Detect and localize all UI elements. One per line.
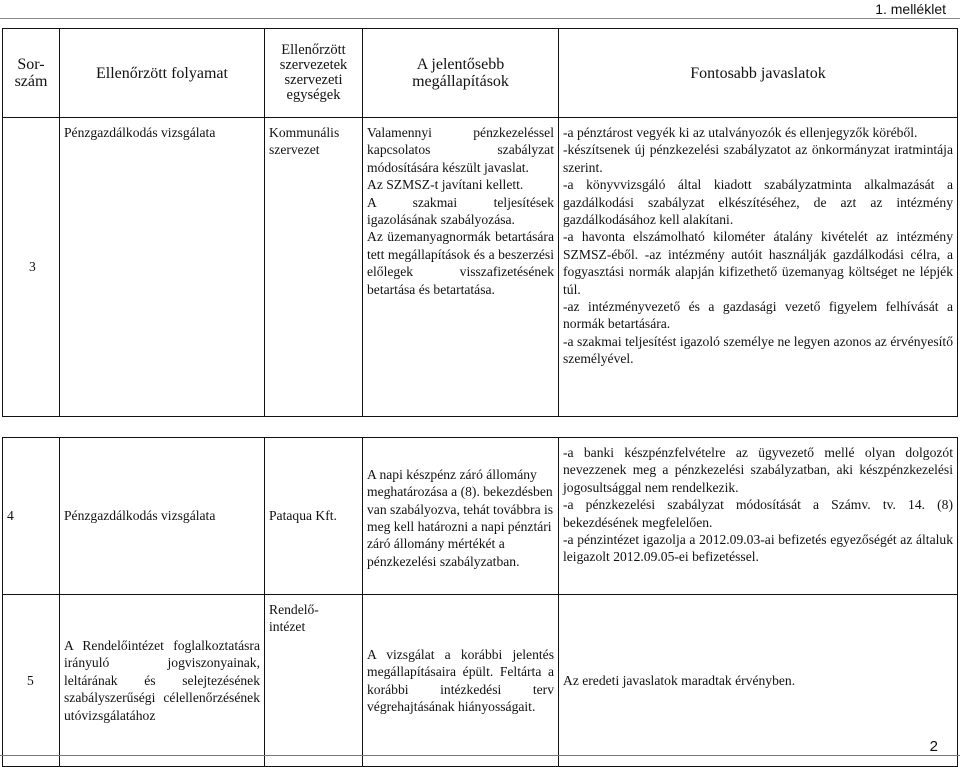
table-row <box>3 118 958 417</box>
page-number: 2 <box>929 738 938 755</box>
row-number: 3 <box>3 118 60 417</box>
finding-text: Az SZMSZ-t javítani kellett. <box>367 177 524 193</box>
proposal-text: -az intézményvezető és a gazdasági vezető figyelem felhívását a normák betartására. <box>563 299 953 332</box>
row-gap <box>3 417 958 438</box>
header-row <box>3 29 958 118</box>
org-cell: Pataqua Kft. <box>265 438 363 595</box>
proposal-text: Az eredeti javaslatok maradtak érvényben. <box>563 672 796 688</box>
process-cell: A Rendelőintézet foglalkoztatásra irányuló jogviszonyainak, leltárának és selejtezésének szabályszerűségi célellenőrzésének utóvizsgálatához <box>60 595 265 767</box>
proposal-text: -készítsenek új pénzkezelési szabályzatot az önkormányzat iratmintája szerint. <box>563 142 953 175</box>
proposal-text: -a szakmai teljesítést igazoló személye ne legyen azonos az érvényesítő személyével. <box>563 333 953 367</box>
header-findings: A jelentősebb megállapítások <box>363 29 559 118</box>
proposal-text: -a pénzintézet igazolja a 2012.09.03-ai befizetés egyezőségét az általuk leigazolt 2012.09.05-ei befizetéssel. <box>563 532 953 565</box>
proposals-cell <box>559 595 958 767</box>
table-row <box>3 438 958 595</box>
proposal-text: -a banki készpénzfelvételre az ügyvezető mellé olyan dolgozót nevezzenek meg a pénzkezelési szabályzatban, aki készpénzkezelési jogosultsággal nem rendelkezik. <box>563 445 953 495</box>
findings-cell <box>363 438 559 595</box>
finding-text: A napi készpénz záró állomány meghatározása a (8). bekezdésben van szabályozva, tehát továbbra is meg kell határozni a napi pénztári záró állomány mértékét a pénzkezelési szabályzatban. <box>367 466 554 569</box>
process-cell: Pénzgazdálkodás vizsgálata <box>60 438 265 595</box>
process-cell: Pénzgazdálkodás vizsgálata <box>60 118 265 417</box>
proposal-text: -a könyvvizsgáló által kiadott szabályzatminta alkalmazását a gazdálkodási szabályzat elkészítéséhez, de azt az intézmény gazdálkodásához kell alakítani. <box>563 177 953 228</box>
header-org: Ellenőrzött szervezetek szervezeti egységek <box>265 29 363 118</box>
proposal-text: -a havonta elszámolható kilométer átalány kivételét az intézmény SZMSZ-éből. -az intézmény autóit használják gazdálkodási célra, a fogyasztási normák alapján kifizethető üzemanyag költséget ne lépjék túl. <box>563 229 953 297</box>
header-process: Ellenőrzött folyamat <box>60 29 265 118</box>
org-cell: Kommunális szervezet <box>265 118 363 417</box>
proposal-text: -a pénztárost vegyék ki az utalványozók és ellenjegyzők köréből. <box>563 125 918 140</box>
gap-cell <box>3 417 958 438</box>
header-seq: Sor- szám <box>3 29 60 118</box>
finding-text: Valamennyi pénzkezeléssel kapcsolatos szabályzat módosítására készült javaslat. <box>367 125 554 175</box>
proposals-cell <box>559 118 958 417</box>
findings-cell <box>363 595 559 767</box>
proposal-text: -a pénzkezelési szabályzat módosítását a Számv. tv. 14. (8) bekezdésének megfelelően. <box>563 497 953 530</box>
row-number: 4 <box>3 438 60 595</box>
row-number: 5 <box>3 595 60 767</box>
table-row <box>3 595 958 767</box>
audit-table <box>2 28 958 767</box>
org-cell: Rendelő- intézet <box>265 595 363 767</box>
finding-text: A szakmai teljesítések igazolásának szabályozása. <box>367 194 554 228</box>
header-proposals: Fontosabb javaslatok <box>559 29 958 118</box>
finding-text: Az üzemanyagnormák betartására tett megállapítások és a beszerzési előlegek visszafizetésének betartása és betartatása. <box>367 229 554 297</box>
findings-cell <box>363 118 559 417</box>
annex-label: 1. melléklet <box>875 1 946 17</box>
finding-text: A vizsgálat a korábbi jelentés megállapításaira épült. Feltárta a korábbi intézkedési terv végrehajtásának hiányosságait. <box>367 646 554 714</box>
top-divider <box>0 18 960 19</box>
proposals-cell <box>559 438 958 595</box>
